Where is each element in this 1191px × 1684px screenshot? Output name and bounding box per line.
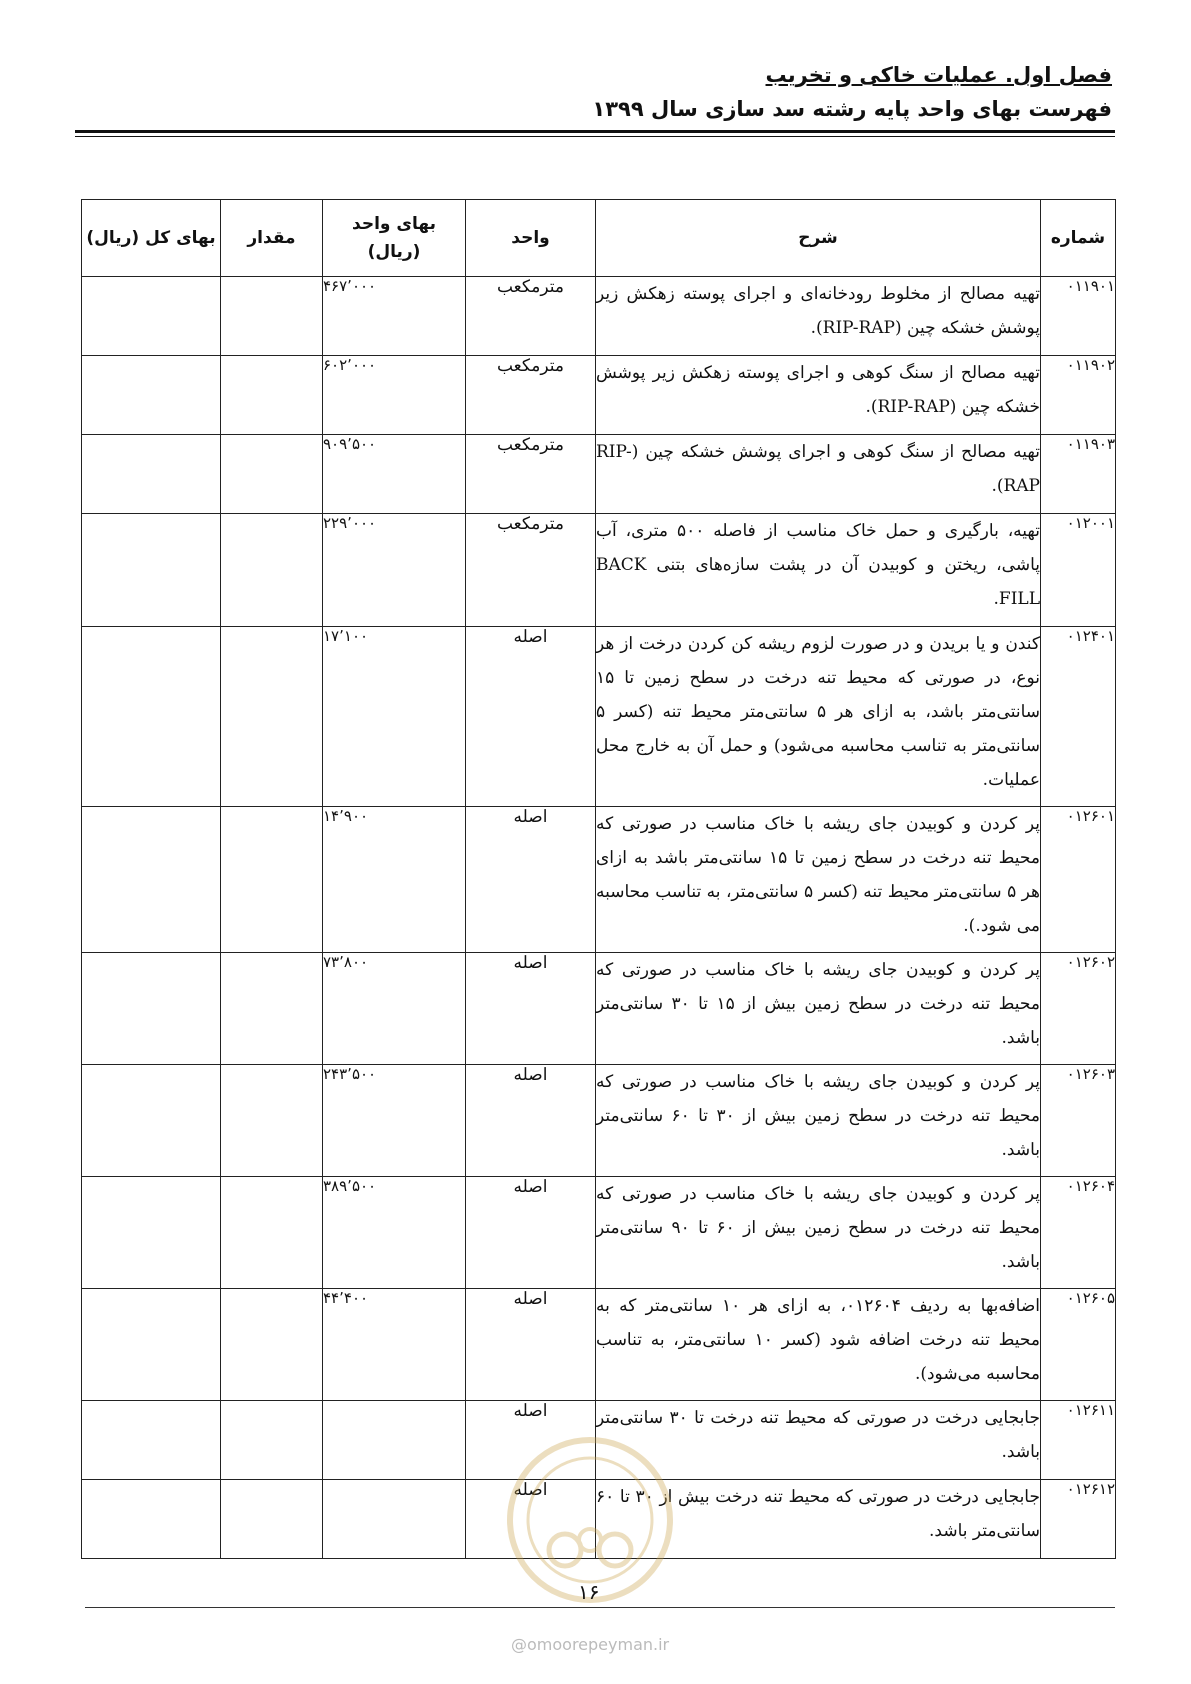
item-unit-price — [323, 1480, 466, 1559]
item-unit-price: ۲۴۳٬۵۰۰ — [323, 1065, 466, 1177]
item-description: اضافه‌بها به ردیف ۰۱۲۶۰۴، به ازای هر ۱۰ سانتی‌متر که به محیط تنه درخت اضافه شود (کسر ۱۰ سانتی‌متر، به تناسب محاسبه می‌شود). — [596, 1289, 1041, 1401]
watermark-text: @omoorepeyman.ir — [511, 1635, 670, 1654]
header-number: شماره — [1041, 200, 1116, 277]
item-unit: اصله — [466, 1065, 596, 1177]
item-unit: مترمکعب — [466, 514, 596, 627]
item-description: تهیه مصالح از مخلوط رودخانه‌ای و اجرای پوسته زهکش زیر پوشش خشکه چین (RIP-RAP). — [596, 277, 1041, 356]
item-unit-price: ۹۰۹٬۵۰۰ — [323, 435, 466, 514]
item-number: ۰۱۲۶۰۴ — [1041, 1177, 1116, 1289]
item-number: ۰۱۲۶۱۱ — [1041, 1401, 1116, 1480]
item-total — [82, 435, 221, 514]
item-unit: اصله — [466, 1289, 596, 1401]
header-rule-thick — [75, 130, 1115, 133]
item-unit-price: ۳۸۹٬۵۰۰ — [323, 1177, 466, 1289]
item-unit: اصله — [466, 627, 596, 807]
item-number: ۰۱۱۹۰۱ — [1041, 277, 1116, 356]
item-unit: اصله — [466, 1401, 596, 1480]
item-total — [82, 627, 221, 807]
table-row — [82, 1177, 1116, 1289]
item-unit-price — [323, 1401, 466, 1480]
item-unit-price: ۴۴٬۴۰۰ — [323, 1289, 466, 1401]
item-unit-price: ۴۶۷٬۰۰۰ — [323, 277, 466, 356]
header-unit: واحد — [466, 200, 596, 277]
item-quantity — [221, 953, 323, 1065]
item-description: پر کردن و کوبیدن جای ریشه با خاک مناسب در صورتی که محیط تنه درخت در سطح زمین بیش از ۳۰ تا ۶۰ سانتی‌متر باشد. — [596, 1065, 1041, 1177]
item-unit: مترمکعب — [466, 435, 596, 514]
item-description: پر کردن و کوبیدن جای ریشه با خاک مناسب در صورتی که محیط تنه درخت در سطح زمین بیش از ۶۰ تا ۹۰ سانتی‌متر باشد. — [596, 1177, 1041, 1289]
item-total — [82, 277, 221, 356]
table-row — [82, 1289, 1116, 1401]
item-description: جابجایی درخت در صورتی که محیط تنه درخت تا ۳۰ سانتی‌متر باشد. — [596, 1401, 1041, 1480]
item-total — [82, 1289, 221, 1401]
item-unit-price: ۲۲۹٬۰۰۰ — [323, 514, 466, 627]
item-quantity — [221, 356, 323, 435]
item-number: ۰۱۲۶۰۲ — [1041, 953, 1116, 1065]
item-quantity — [221, 1480, 323, 1559]
item-description: تهیه مصالح از سنگ کوهی و اجرای پوشش خشکه چین (RIP-RAP). — [596, 435, 1041, 514]
footer-rule — [85, 1607, 1115, 1608]
table-row — [82, 1065, 1116, 1177]
item-description: پر کردن و کوبیدن جای ریشه با خاک مناسب در صورتی که محیط تنه درخت در سطح زمین بیش از ۱۵ تا ۳۰ سانتی‌متر باشد. — [596, 953, 1041, 1065]
item-number: ۰۱۱۹۰۲ — [1041, 356, 1116, 435]
header-unit-price-label: بهای واحد — [352, 214, 436, 234]
item-quantity — [221, 807, 323, 953]
table-row — [82, 435, 1116, 514]
item-description: تهیه، بارگیری و حمل خاک مناسب از فاصله ۵۰۰ متری، آب پاشی، ریختن و کوبیدن آن در پشت سازه‌های بتنی BACK FILL. — [596, 514, 1041, 627]
item-total — [82, 953, 221, 1065]
item-number: ۰۱۲۶۱۲ — [1041, 1480, 1116, 1559]
item-quantity — [221, 1177, 323, 1289]
item-unit: اصله — [466, 953, 596, 1065]
table-row — [82, 953, 1116, 1065]
price-list-table — [81, 199, 1116, 1559]
item-unit: اصله — [466, 807, 596, 953]
header-unit-price-currency: (ریال) — [367, 242, 421, 262]
header-unit-price — [323, 200, 466, 277]
item-total — [82, 1177, 221, 1289]
table-header-row — [82, 200, 1116, 277]
item-unit: مترمکعب — [466, 277, 596, 356]
item-quantity — [221, 1289, 323, 1401]
table-row — [82, 807, 1116, 953]
item-unit: اصله — [466, 1480, 596, 1559]
header-rule-thin — [75, 136, 1115, 137]
chapter-title: فصل اول. عملیات خاکی و تخریب — [765, 63, 1112, 87]
header-description: شرح — [596, 200, 1041, 277]
item-quantity — [221, 277, 323, 356]
table-row — [82, 277, 1116, 356]
item-unit: اصله — [466, 1177, 596, 1289]
item-total — [82, 1480, 221, 1559]
item-total — [82, 514, 221, 627]
item-description: تهیه مصالح از سنگ کوهی و اجرای پوسته زهکش زیر پوشش خشکه چین (RIP-RAP). — [596, 356, 1041, 435]
item-unit-price: ۶۰۲٬۰۰۰ — [323, 356, 466, 435]
item-unit: مترمکعب — [466, 356, 596, 435]
header-total: بهای کل (ریال) — [82, 200, 221, 277]
item-total — [82, 356, 221, 435]
item-quantity — [221, 1065, 323, 1177]
item-number: ۰۱۲۶۰۱ — [1041, 807, 1116, 953]
item-number: ۰۱۲۰۰۱ — [1041, 514, 1116, 627]
item-description: کندن و یا بریدن و در صورت لزوم ریشه کن کردن درخت از هر نوع، در صورتی که محیط تنه درخت در سطح زمین تا ۱۵ سانتی‌متر باشد، به ازای هر ۵ سانتی‌متر محیط تنه (کسر ۵ سانتی‌متر به تناسب محاسبه می‌شود) و حمل آن به خارج محل عملیات. — [596, 627, 1041, 807]
item-total — [82, 807, 221, 953]
item-unit-price: ۷۳٬۸۰۰ — [323, 953, 466, 1065]
item-total — [82, 1401, 221, 1480]
item-number: ۰۱۱۹۰۳ — [1041, 435, 1116, 514]
item-total — [82, 1065, 221, 1177]
item-number: ۰۱۲۶۰۵ — [1041, 1289, 1116, 1401]
item-quantity — [221, 514, 323, 627]
item-unit-price: ۱۴٬۹۰۰ — [323, 807, 466, 953]
item-quantity — [221, 1401, 323, 1480]
document-title: فهرست بهای واحد پایه رشته سد سازی سال ۱۳۹۹ — [592, 97, 1112, 121]
item-number: ۰۱۲۴۰۱ — [1041, 627, 1116, 807]
page-header — [592, 58, 1112, 126]
table-row — [82, 356, 1116, 435]
table-row — [82, 627, 1116, 807]
item-unit-price: ۱۷٬۱۰۰ — [323, 627, 466, 807]
header-quantity: مقدار — [221, 200, 323, 277]
item-number: ۰۱۲۶۰۳ — [1041, 1065, 1116, 1177]
item-quantity — [221, 435, 323, 514]
item-description: پر کردن و کوبیدن جای ریشه با خاک مناسب در صورتی که محیط تنه درخت در سطح زمین تا ۱۵ سانتی‌متر باشد به ازای هر ۵ سانتی‌متر محیط تنه (کسر ۵ سانتی‌متر، به تناسب محاسبه می شود.). — [596, 807, 1041, 953]
page-number: ۱۶ — [578, 1580, 600, 1604]
table-row — [82, 514, 1116, 627]
item-description: جابجایی درخت در صورتی که محیط تنه درخت بیش از ۳۰ تا ۶۰ سانتی‌متر باشد. — [596, 1480, 1041, 1559]
item-quantity — [221, 627, 323, 807]
